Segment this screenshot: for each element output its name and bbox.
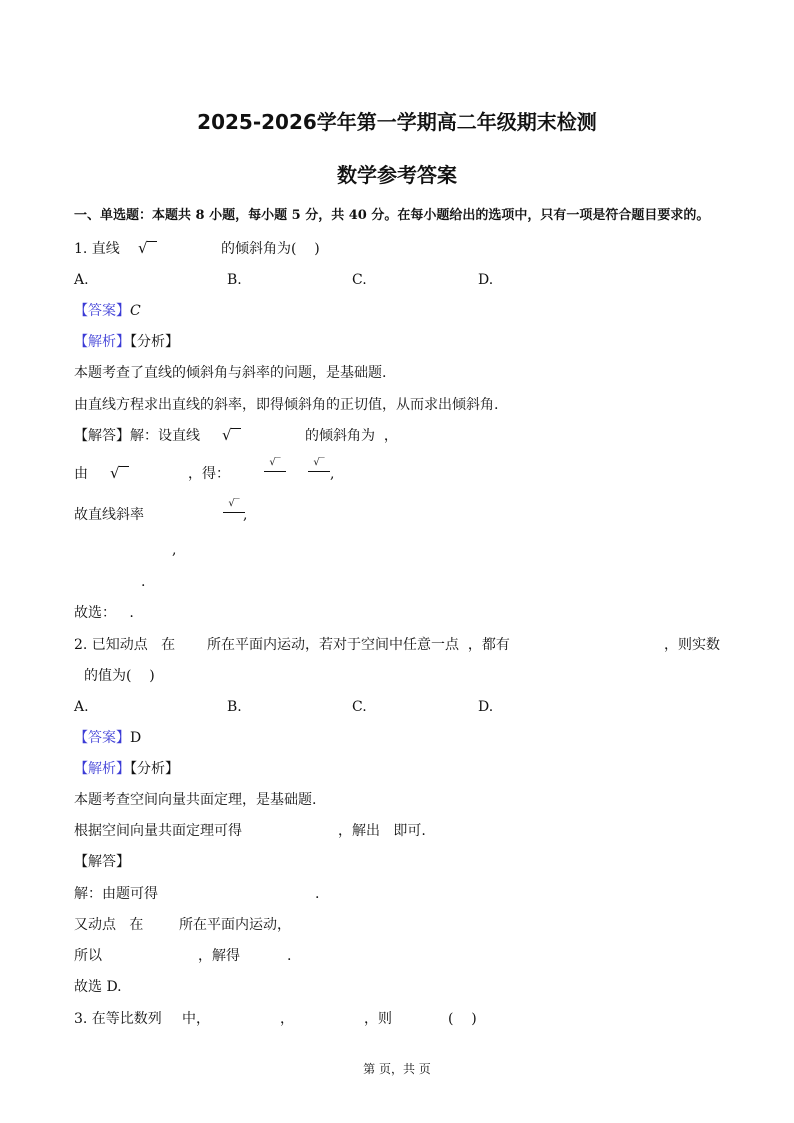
q1-analysis-text-1: 本题考查了直线的倾斜角与斜率的问题，是基础题. bbox=[74, 365, 387, 381]
fraction-sqrt: √‾ bbox=[308, 458, 330, 468]
document-title: 2025-2026学年第一学期高二年级期末检测 bbox=[197, 110, 597, 134]
q2-option-a: A. bbox=[74, 699, 89, 715]
q1-stem-end: 的倾斜角为( ) bbox=[221, 241, 320, 257]
q1-answer-line bbox=[74, 303, 141, 319]
q3-stem-e: ( ) bbox=[448, 1011, 477, 1027]
section-heading: 一、单选题：本题共 8 小题，每小题 5 分，共 40 分。在每小题给出的选项中，只有一项是符合题目要求的。 bbox=[74, 208, 710, 223]
document-subtitle: 数学参考答案 bbox=[337, 163, 457, 187]
analysis-tag: 【解析】 bbox=[74, 761, 130, 777]
q1-analysis-line bbox=[74, 334, 179, 350]
q1-line-period: . bbox=[141, 574, 146, 590]
q2-answer-line bbox=[74, 730, 141, 746]
fraction-sqrt: √‾ bbox=[223, 499, 245, 509]
q1-derive-de: ，得： bbox=[188, 466, 230, 482]
q3-stem-b: 中， bbox=[182, 1011, 210, 1027]
q2-option-b: B. bbox=[227, 699, 242, 715]
q2-analysis-text-2a: 根据空间向量共面定理可得 bbox=[74, 823, 242, 839]
q1-option-c: C. bbox=[352, 272, 367, 288]
q2-solution-2a: 又动点 在 bbox=[74, 917, 144, 933]
q3-stem-d: ，则 bbox=[364, 1011, 392, 1027]
q2-choose: 故选 D. bbox=[74, 979, 122, 995]
analysis-subtag: 【分析】 bbox=[130, 334, 179, 350]
q2-stem-middle: 所在平面内运动，若对于空间中任意一点 ，都有 bbox=[207, 637, 510, 653]
q3-stem-start: 3. 在等比数列 bbox=[74, 1011, 162, 1027]
analysis-tag: 【解析】 bbox=[74, 334, 130, 350]
answer-tag: 【答案】 bbox=[74, 730, 130, 746]
q2-solution-1a: 解：由题可得 bbox=[74, 886, 158, 902]
sqrt-symbol: √ bbox=[222, 427, 232, 443]
q1-solution-start: 【解答】解：设直线 bbox=[74, 428, 200, 444]
q3-stem-c: ， bbox=[280, 1011, 294, 1027]
q2-solution-3a: 所以 bbox=[74, 948, 102, 964]
analysis-subtag: 【分析】 bbox=[130, 761, 179, 777]
q2-solution-2b: 所在平面内运动， bbox=[179, 917, 291, 933]
q2-analysis-text-2b: ，解出 即可. bbox=[338, 823, 426, 839]
q1-derive-comma: , bbox=[330, 466, 335, 482]
page-footer: 第 页，共 页 bbox=[363, 1062, 431, 1076]
q2-stem-tail: 的值为( ) bbox=[84, 668, 155, 684]
q1-option-d: D. bbox=[478, 272, 494, 288]
q1-slope-comma: , bbox=[243, 507, 248, 523]
q1-option-a: A. bbox=[74, 272, 89, 288]
sqrt-symbol: √ bbox=[110, 465, 120, 481]
q1-line-comma: , bbox=[172, 542, 177, 558]
q2-option-c: C. bbox=[352, 699, 367, 715]
fraction-sqrt: √‾ bbox=[264, 458, 286, 468]
q2-stem-end: ，则实数 bbox=[664, 637, 720, 653]
q2-stem-start: 2. 已知动点 在 bbox=[74, 637, 176, 653]
q1-analysis-text-2: 由直线方程求出直线的斜率，即得倾斜角的正切值，从而求出倾斜角. bbox=[74, 397, 499, 413]
q1-solution-end: 的倾斜角为 ， bbox=[305, 428, 398, 444]
q1-option-b: B. bbox=[227, 272, 242, 288]
q2-analysis-text-1: 本题考查空间向量共面定理，是基础题. bbox=[74, 792, 317, 808]
q1-stem-start: 1. 直线 bbox=[74, 241, 120, 257]
answer-value: D bbox=[130, 730, 142, 746]
q2-analysis-line bbox=[74, 761, 179, 777]
q1-slope-text: 故直线斜率 bbox=[74, 507, 144, 523]
answer-value: C bbox=[130, 303, 141, 319]
q2-option-d: D. bbox=[478, 699, 494, 715]
q1-derive-you: 由 bbox=[74, 466, 88, 482]
q2-solution-tag: 【解答】 bbox=[74, 854, 130, 870]
q1-choose: 故选： . bbox=[74, 605, 134, 621]
sqrt-symbol: √ bbox=[138, 240, 148, 256]
q2-solution-3b: ，解得 bbox=[198, 948, 240, 964]
q2-solution-1b: . bbox=[315, 886, 320, 902]
q2-solution-3c: . bbox=[287, 948, 292, 964]
answer-tag: 【答案】 bbox=[74, 303, 130, 319]
